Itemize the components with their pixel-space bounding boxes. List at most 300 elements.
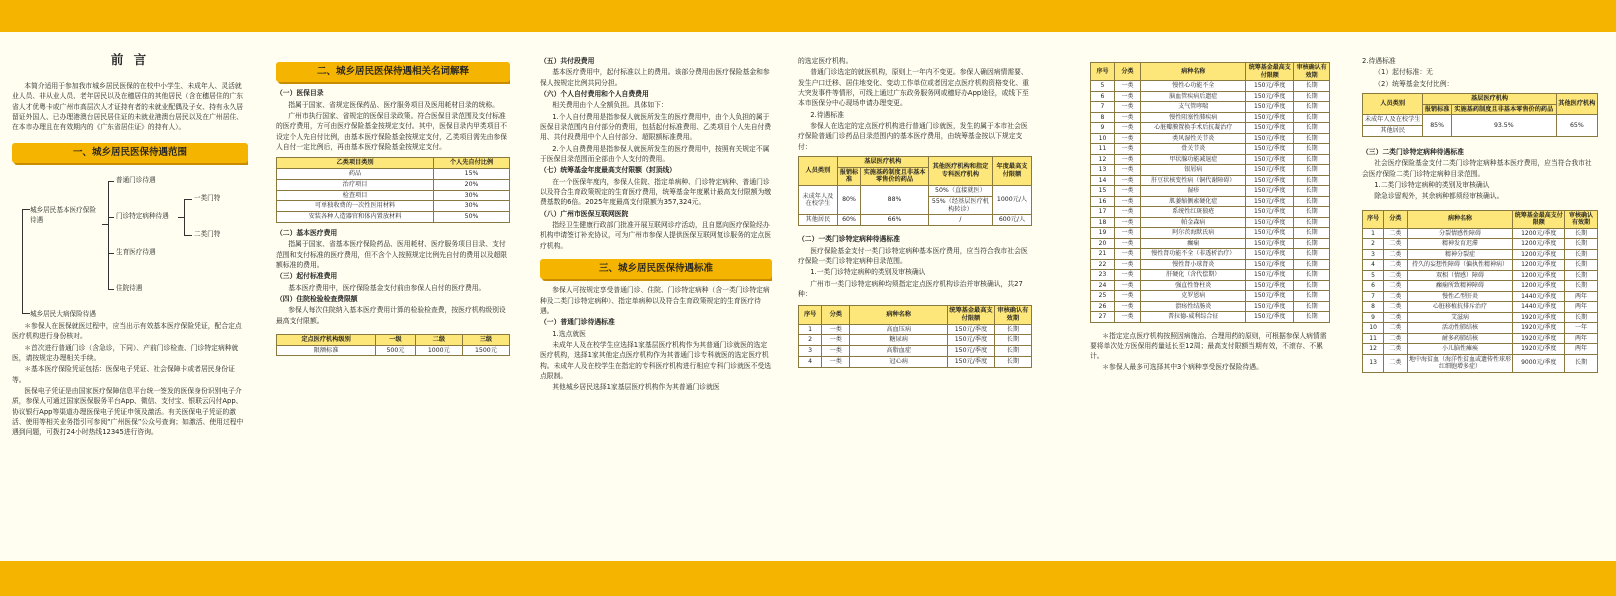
table-cell: 一类 <box>1114 91 1140 102</box>
table-cell: 一类 <box>1114 217 1140 228</box>
class1-desc: 医疗保险基金支付一类门诊特定病种基本医疗费用，应当符合我市社会医疗保险一类门诊特定病种目录范围。 <box>798 246 1028 265</box>
tree-basic: 城乡居民基本医疗保险待遇 <box>30 206 96 225</box>
table-cell: 其他居民 <box>799 215 838 226</box>
term-selfpay-2: 2.个人自费费用是指参保人就医所发生的医疗费用中，按照有关规定不属于医保目录范围而全部由个人支付的费用。 <box>540 144 770 163</box>
table-cell: 一类 <box>1114 259 1140 270</box>
table-cell: 审核确认有效期 <box>994 306 1031 325</box>
table-cell: 慢性肾小球肾炎 <box>1141 259 1246 270</box>
table-cell: 18 <box>1091 217 1115 228</box>
table-cell: 二类 <box>1384 333 1408 344</box>
term-copay-title: （五）共付段费用 <box>540 57 595 65</box>
table-cell: 1200元/季度 <box>1513 270 1565 281</box>
table-cell: 8 <box>1363 302 1384 313</box>
table-cell: 统筹基金最高支付限额 <box>1514 211 1563 227</box>
note-1: ＊参保人在医保就医过程中，应当出示有效基本医疗保险凭证，配合定点医疗机构进行身份核对。 <box>12 322 242 341</box>
table-cell: 实施基药制度且非基本零售价的药品 <box>1451 104 1556 115</box>
tree-inpatient: 住院待遇 <box>116 284 143 293</box>
table-cell: 13 <box>1363 354 1384 372</box>
table-cell: 肌萎缩侧索硬化症 <box>1141 196 1246 207</box>
table-cell: 糖尿病 <box>850 335 948 346</box>
table-cell: 强直性脊柱炎 <box>1141 280 1246 291</box>
table-row <box>1363 249 1598 260</box>
table-row <box>1091 186 1330 197</box>
table-cell: / <box>928 215 992 226</box>
table-cell: 二类 <box>1384 239 1408 250</box>
table-cell: 一类 <box>1114 238 1140 249</box>
outpatient-select-students: 未成年人及在校学生应选择1家基层医疗机构作为其普通门诊就医的选定医疗机构，选择1家其他定点医疗机构作为其普通门诊专科就医的选定医疗机构。未成年人及在校学生在指定的专科医疗机构进行相应专科门诊就医不受选点限制。 <box>540 340 772 380</box>
tree-outpatient: 普通门诊待遇 <box>116 176 156 185</box>
table-cell: 150元/季度 <box>948 324 995 335</box>
table-cell: 二类 <box>1384 291 1408 302</box>
table-row <box>799 324 1032 335</box>
outpatient-standard-title: （一）普通门诊待遇标准 <box>540 318 615 327</box>
table-cell: 长期 <box>1565 260 1598 271</box>
table-cell: 600元/人 <box>993 215 1032 226</box>
class1-note-2: ＊参保人最多可选择其中3个病种享受医疗保险待遇。 <box>1102 363 1263 372</box>
table-cell: 精神发育迟滞 <box>1407 239 1513 250</box>
table-cell: 二类 <box>1384 270 1408 281</box>
class1-review-desc: 广州市一类门诊特定病种均须指定定点医疗机构诊治并审核确认，共27种： <box>798 279 1023 298</box>
table-cell: 二类 <box>1384 323 1408 334</box>
table-cell: 药品 <box>277 169 434 180</box>
class1-review-title: 1.一类门诊特定病种的类别及审核确认 <box>810 268 926 277</box>
table-cell: 长期 <box>1294 207 1330 218</box>
table-cell: 两年 <box>1565 291 1598 302</box>
term-selfpay-title: （六）个人自付费用和个人自费费用 <box>540 89 649 98</box>
term-selfpay-1: 1.个人自付费用是指参保人就医所发生的医疗费用中，由个人负担的属于医保目录范围内自付部分的费用，包括起付标准费用、乙类项目个人先自付费用、共付段费用中个人自付部分、超限额标准费用。 <box>540 112 772 142</box>
table-cell: 长期 <box>1294 301 1330 312</box>
table-row <box>1091 270 1330 281</box>
table-cell: 80% <box>837 186 860 215</box>
table-row <box>1091 154 1330 165</box>
table-cell: 二类 <box>1384 260 1408 271</box>
table-cell: 一类 <box>1114 228 1140 239</box>
outpatient-select-end: 的选定医疗机构。 <box>798 57 853 65</box>
table-cell: 二类 <box>1384 312 1408 323</box>
note-3: ＊基本医疗保险凭证包括：医保电子凭证、社会保障卡或者居民身份证等。 <box>12 365 235 384</box>
table-cell: 基层医疗机构 <box>1423 93 1556 104</box>
table-cell: 乙类项目类别 <box>277 158 434 169</box>
term-basic-cost-def: 指属于国家、省基本医疗保险药品、医用耗材、医疗服务项目目录、支付范围和支付标准的医疗费用，但不含个人按照规定比例先自付的费用以及超限额标准的费用。 <box>276 240 508 269</box>
table-cell: 统筹基金最高支付限额 <box>948 306 995 325</box>
table-cell: 6 <box>1363 281 1384 292</box>
table-row <box>1091 249 1330 260</box>
term-deductible-title: （三）起付标准费用 <box>276 272 338 281</box>
table-row <box>1363 281 1598 292</box>
table-cell: 慢性肾功能不全（非透析治疗） <box>1141 249 1246 260</box>
table-row <box>1091 238 1330 249</box>
table-row <box>1091 102 1330 113</box>
table-cell: 慢性阻塞性肺疾病 <box>1141 112 1246 123</box>
table-cell: 其他医疗机构 <box>1556 93 1597 115</box>
table-cell: 22 <box>1091 259 1115 270</box>
table-cell: 精神分裂症 <box>1407 249 1513 260</box>
table-row <box>1363 270 1598 281</box>
table-cell: 1200元/季度 <box>1513 239 1565 250</box>
column-outpatient <box>798 34 1032 559</box>
table-cell: 60% <box>837 215 860 226</box>
class2-standard-title: （三）二类门诊特定病种待遇标准 <box>1362 147 1464 156</box>
table-cell: 分类 <box>1384 210 1408 228</box>
table-cell: 150元/季度 <box>948 346 995 357</box>
table-row <box>1363 344 1598 355</box>
table-cell: 3 <box>1363 249 1384 260</box>
table-cell: 1440元/季度 <box>1513 291 1565 302</box>
table-cell: 1440元/季度 <box>1513 302 1565 313</box>
table-cell: 一类 <box>1114 123 1140 134</box>
table-cell: 150元/季度 <box>1246 165 1294 176</box>
table-cell: 一类 <box>1114 249 1140 260</box>
outpatient-select-others: 其他城乡居民选择1家基层医疗机构作为其普通门诊就医 <box>552 383 720 392</box>
exam-limit-table <box>276 334 510 357</box>
table-cell: 报销标准 <box>837 167 860 186</box>
table-row <box>1363 323 1598 334</box>
table-cell: 实施基药制度且非基本零售价的药品 <box>861 167 929 186</box>
table-cell: 150元/季度 <box>1246 112 1294 123</box>
table-cell: 甲状腺功能减退症 <box>1141 154 1246 165</box>
tree-maternity: 生育医疗待遇 <box>116 248 156 257</box>
table-cell: 长期 <box>1565 281 1598 292</box>
table-cell: 7 <box>1363 291 1384 302</box>
table-cell: 持久的妄想性障碍（偏执性精神病） <box>1407 260 1513 271</box>
class1-rate-table <box>1362 93 1598 137</box>
table-cell: 二类 <box>1384 302 1408 313</box>
table-row <box>1091 217 1330 228</box>
table-cell: 12 <box>1363 344 1384 355</box>
table-cell: 1 <box>799 324 822 335</box>
term-deductible-def: 基本医疗费用中，医疗保险基金支付前由参保人自付的医疗费用。 <box>288 283 486 292</box>
term-copay-def: 基本医疗费用中，起付标准以上的费用。该部分费用由医疗保险基金和参保人按规定比例共同分担。 <box>540 68 770 87</box>
class1-standard-title: （二）一类门诊特定病种待遇标准 <box>798 235 900 244</box>
table-cell: 长期 <box>1565 239 1598 250</box>
table-cell: 150元/季度 <box>1246 207 1294 218</box>
table-cell: 一类 <box>1114 291 1140 302</box>
table-cell: 3 <box>799 346 822 357</box>
outpatient-standard-sub: 2.待遇标准 <box>810 110 844 119</box>
table-row <box>1091 259 1330 270</box>
table-cell: 长期 <box>1294 91 1330 102</box>
table-cell: 一类 <box>1114 186 1140 197</box>
table-cell: 脑血管疾病后遗症 <box>1141 91 1246 102</box>
table-cell: 二类 <box>1384 354 1408 372</box>
note-2: ＊首次进行普通门诊（含急诊，下同）、产前门诊检查、门诊特定病种就医，请按规定办理相关手续。 <box>12 343 239 363</box>
table-cell: 慢性乙型肝炎 <box>1407 291 1513 302</box>
table-cell: 三级 <box>462 334 509 345</box>
table-cell: 癫痫所致精神障碍 <box>1407 281 1513 292</box>
table-cell: 8 <box>1091 112 1115 123</box>
table-cell: 一年 <box>1565 323 1598 334</box>
table-cell: 150元/季度 <box>1246 133 1294 144</box>
table-cell: 150元/季度 <box>1246 123 1294 134</box>
table-cell: 其他居民 <box>1363 126 1423 137</box>
table-cell: 55%（经基层医疗机构转诊） <box>928 196 992 215</box>
table-cell: 帕金森病 <box>1141 217 1246 228</box>
table-cell: 序号 <box>799 306 822 325</box>
table-row <box>1091 280 1330 291</box>
term-selfpay-intro: 相关费用由个人全额负担。具体如下： <box>552 101 668 110</box>
table-cell: 长期 <box>1294 81 1330 92</box>
table-cell: 病种名称 <box>1407 210 1513 228</box>
table-cell: 1920元/季度 <box>1513 312 1565 323</box>
table-row <box>799 356 1032 367</box>
term-basic-cost-title: （二）基本医疗费用 <box>276 228 338 237</box>
table-cell: 500元 <box>376 345 416 356</box>
table-cell: 150元/季度 <box>1246 154 1294 165</box>
tree-class1: 一类门特 <box>194 194 221 203</box>
table-cell: 一类 <box>1114 102 1140 113</box>
outpatient-rate-table <box>798 156 1032 226</box>
outpatient-standard-desc: 参保人在选定的定点医疗机构进行普通门诊就医，发生的属于本市社会医疗保险普通门诊药品目录范围内的基本医疗费用，由统筹基金按以下规定支付： <box>798 121 1028 151</box>
table-cell: 150元/季度 <box>1246 280 1294 291</box>
table-row <box>1091 123 1330 134</box>
table-cell: 冠心病 <box>850 356 948 367</box>
table-cell: 15 <box>1091 186 1115 197</box>
table-cell: 150元/季度 <box>1246 228 1294 239</box>
table-cell: 长期 <box>1294 291 1330 302</box>
class1-deductible: （1）起付标准：无 <box>1374 68 1433 77</box>
table-cell: 长期 <box>1565 228 1598 239</box>
column-terms-cont <box>540 34 772 559</box>
table-cell: 报销标准 <box>1423 104 1452 115</box>
table-cell: 6 <box>1091 91 1115 102</box>
table-row <box>1091 207 1330 218</box>
column-terms <box>276 34 510 559</box>
table-row <box>1363 260 1598 271</box>
standard-intro: 参保人可按规定享受普通门诊、住院、门诊特定病种（含一类门诊特定病种及二类门诊特定病种）、指定单病种以及符合生育政策规定的生育医疗待遇。 <box>540 286 770 315</box>
table-cell: 统筹基金最高支付限额 <box>1246 63 1294 81</box>
intro-text: 本简介适用于参加我市城乡居民医保的在校中小学生、未成年人、灵活就业人员、非从业人员、老年居民以及在穗居住的其他居民（含在穗居住的广东省人才优粤卡或广州市高层次人才证持有者的未就业配偶及子女、持有永久居留证外国人、已办理港澳台居民居住证的未就业港澳台居民以及在广州居住、在本市办理且在有效期内的《广东省居住证》的持有人）。 <box>12 82 244 132</box>
term-catalog-desc: 广州市执行国家、省规定的医保目录政策。符合医保目录范围及支付标准的医疗费用，方可由医疗保险基金按规定支付。其中，医保目录内甲类项目不设定个人先自付比例，由基本医疗保险基金按规定支付，乙类项目需先由参保人自付一定比例后，再由基本医疗保险基金按规定支付。 <box>276 112 508 152</box>
table-cell: 23 <box>1091 270 1115 281</box>
table-cell: 克罗恩病 <box>1141 291 1246 302</box>
table-cell: 肝豆状核变性病（铜代谢障碍） <box>1141 175 1246 186</box>
table-cell: 溃疡性结肠炎 <box>1141 301 1246 312</box>
table-cell: 长期 <box>1565 270 1598 281</box>
table-row <box>1363 312 1598 323</box>
table-row <box>799 346 1032 357</box>
table-cell: 150元/季度 <box>1246 81 1294 92</box>
table-cell: 15% <box>434 169 510 180</box>
table-cell: 审核确认有效期 <box>1565 210 1598 228</box>
table-cell: 双相（情感）障碍 <box>1407 270 1513 281</box>
term-catalog-def: 指属于国家、省规定医保药品、医疗服务项目及医用耗材目录的统称。 <box>288 100 499 109</box>
table-cell: 长期 <box>1294 112 1330 123</box>
term-exam-limit-title: （四）住院检验检查费限额 <box>276 294 358 303</box>
table-cell: 二类 <box>1384 281 1408 292</box>
table-cell: 一类 <box>1114 270 1140 281</box>
table-cell: 150元/季度 <box>1246 259 1294 270</box>
table-cell: 一类 <box>822 335 850 346</box>
table-cell: 未成年人及在校学生 <box>799 186 838 215</box>
table-cell: 长期 <box>1294 186 1330 197</box>
table-cell: 长期 <box>1294 196 1330 207</box>
table-cell: 一类 <box>1114 301 1140 312</box>
table-cell: 一类 <box>1114 112 1140 123</box>
table-cell: 12 <box>1091 154 1115 165</box>
table-cell: 1920元/季度 <box>1513 333 1565 344</box>
table-cell: 一级 <box>376 334 416 345</box>
class1-table-part2 <box>1090 62 1330 323</box>
class1-standard-sub: 2.待遇标准 <box>1362 57 1396 65</box>
table-cell: 病种名称 <box>850 306 948 325</box>
table-cell: 病种名称 <box>1141 63 1246 81</box>
table-cell: 普拉德-威利综合征 <box>1141 312 1246 323</box>
table-cell: 未成年人及在校学生 <box>1363 115 1423 126</box>
table-cell: 高血压病 <box>850 324 948 335</box>
table-cell: 4 <box>1363 260 1384 271</box>
class1-note-1: ＊指定定点医疗机构按照因病施治、合理用药的原则，可根据参保人病情需要将单次处方医保用药量延长至12周；最高支付限额当期有效，不滚存、不累计。 <box>1090 331 1327 361</box>
table-row <box>1091 175 1330 186</box>
table-cell: 一类 <box>1114 165 1140 176</box>
table-cell: 安装各种人造器官和体内置放材料 <box>277 212 434 223</box>
table-row <box>1091 291 1330 302</box>
table-cell: 150元/季度 <box>948 356 995 367</box>
table-cell: 长期 <box>1565 249 1598 260</box>
table-cell: 长期 <box>1294 102 1330 113</box>
table-cell: 14 <box>1091 175 1115 186</box>
table-row <box>1091 228 1330 239</box>
table-cell: 两年 <box>1565 302 1598 313</box>
table-cell: 人员类别 <box>799 156 838 185</box>
table-cell: 肝硬化（含代偿期） <box>1141 270 1246 281</box>
table-cell: 一类 <box>1114 81 1140 92</box>
table-cell: 150元/季度 <box>1246 144 1294 155</box>
table-cell: 一类 <box>1114 280 1140 291</box>
section-2-heading: 二、城乡居民医保待遇相关名词解释 <box>276 62 510 82</box>
table-cell: 17 <box>1091 207 1115 218</box>
table-cell: 长期 <box>1294 259 1330 270</box>
table-cell: 一类 <box>1114 207 1140 218</box>
table-cell: 66% <box>861 215 929 226</box>
term-internet-hospital-title: （八）广州市医保互联网医院 <box>540 209 629 218</box>
table-cell: 11 <box>1363 333 1384 344</box>
table-cell: 150元/季度 <box>948 335 995 346</box>
table-cell: 高脂血症 <box>850 346 948 357</box>
table-cell: 24 <box>1091 280 1115 291</box>
table-cell: 长期 <box>994 324 1031 335</box>
table-cell: 耐多药肺结核 <box>1407 333 1513 344</box>
table-cell: 长期 <box>1294 133 1330 144</box>
table-cell: 21 <box>1091 249 1115 260</box>
table-cell: 长期 <box>994 356 1031 367</box>
table-cell: 150元/季度 <box>1246 238 1294 249</box>
table-cell: 阿尔茨海默氏病 <box>1141 228 1246 239</box>
table-cell: 2 <box>1363 239 1384 250</box>
table-cell: 9 <box>1091 123 1115 134</box>
table-cell: 基层医疗机构 <box>837 156 928 167</box>
table-cell: 一类 <box>1114 175 1140 186</box>
table-cell: 长期 <box>1294 165 1330 176</box>
table-cell: 9 <box>1363 312 1384 323</box>
table-cell: 93.5% <box>1451 115 1556 137</box>
section-1-heading: 一、城乡居民医保待遇范围 <box>12 143 248 163</box>
class2-table <box>1362 210 1598 373</box>
table-row <box>1091 196 1330 207</box>
table-cell: 长期 <box>994 335 1031 346</box>
table-row <box>1091 91 1330 102</box>
term-catalog-title: （一）医保目录 <box>276 89 324 98</box>
table-cell: 系统性红斑狼疮 <box>1141 207 1246 218</box>
term-exam-limit-def: 参保人每次住院纳入基本医疗费用计算的检验检查费，按医疗机构级别设最高支付限额。 <box>276 306 506 325</box>
table-cell: 分裂情感性障碍 <box>1407 228 1513 239</box>
table-cell: 13 <box>1091 165 1115 176</box>
table-cell: 人员类别 <box>1363 93 1423 115</box>
table-cell: 慢性心功能不全 <box>1141 81 1246 92</box>
table-cell: 两年 <box>1565 333 1598 344</box>
table-cell: 150元/季度 <box>1246 291 1294 302</box>
table-cell: 1200元/季度 <box>1513 281 1565 292</box>
table-row <box>1363 291 1598 302</box>
table-cell: 150元/季度 <box>1246 301 1294 312</box>
column-class1-list <box>1090 34 1330 559</box>
class2-desc: 社会医疗保险基金支付二类门诊特定病种基本医疗费用，应当符合我市社会医疗保险二类门诊特定病种目录范围。 <box>1362 159 1592 178</box>
table-cell: 限额标准 <box>277 345 376 356</box>
table-cell: 长期 <box>1565 312 1598 323</box>
table-cell: 二类 <box>1384 344 1408 355</box>
table-cell: 骨关节炎 <box>1141 144 1246 155</box>
table-cell: 序号 <box>1091 63 1115 81</box>
table-cell: 小儿脑性瘫痪 <box>1407 344 1513 355</box>
table-row <box>1091 144 1330 155</box>
class-b-table <box>276 157 510 223</box>
top-band <box>0 0 1616 32</box>
table-cell: 2 <box>799 335 822 346</box>
table-cell: 5 <box>1091 81 1115 92</box>
table-cell: 地中海贫血（海洋性贫血或遗传性球形红细胞增多症） <box>1409 355 1512 371</box>
table-cell: 10 <box>1091 133 1115 144</box>
table-cell: 20 <box>1091 238 1115 249</box>
table-cell: 类风湿性关节炎 <box>1141 133 1246 144</box>
table-cell: 1920元/季度 <box>1513 344 1565 355</box>
tree-critical-illness: 城乡居民大病保险待遇 <box>30 310 96 319</box>
table-row <box>1091 165 1330 176</box>
class2-review-desc: 除急诊留观外，其余病种都须经审核确认。 <box>1374 192 1504 201</box>
table-cell: 二类 <box>1384 228 1408 239</box>
tree-special-disease: 门诊特定病种待遇 <box>116 212 169 221</box>
table-cell: 19 <box>1091 228 1115 239</box>
table-cell: 一类 <box>822 324 850 335</box>
table-cell: 25 <box>1091 291 1115 302</box>
table-cell: 150元/季度 <box>1246 217 1294 228</box>
table-cell: 长期 <box>1294 270 1330 281</box>
note-4: 医保电子凭证是由国家医疗保障信息平台统一签发的医保身份识别电子介质，参保人可通过国家医保服务平台App、微信、支付宝、银联云闪付App、协议银行App等渠道办理医保电子凭证申领及激活。有关医保电子凭证的激活、使用等相关业务指引可参阅“广州医保”公众号查询；如激活、使用过程中遇到问题，可拨打24小时热线12345进行咨询。 <box>12 387 244 437</box>
table-cell: 分类 <box>822 306 850 325</box>
benefit-tree <box>12 169 248 319</box>
table-row <box>1363 333 1598 344</box>
table-cell: 65% <box>1556 115 1597 137</box>
table-cell: 50%（直接就医） <box>928 186 992 197</box>
table-cell: 16 <box>1091 196 1115 207</box>
table-cell: 一类 <box>1114 144 1140 155</box>
table-cell: 一类 <box>1114 312 1140 323</box>
table-cell: 一类 <box>1114 196 1140 207</box>
table-row <box>1363 354 1598 372</box>
table-cell: 长期 <box>1294 217 1330 228</box>
table-cell: 一类 <box>1114 154 1140 165</box>
table-cell: 长期 <box>1565 354 1598 372</box>
table-cell: 27 <box>1091 312 1115 323</box>
table-cell: 10 <box>1363 323 1384 334</box>
table-cell: 30% <box>434 190 510 201</box>
table-cell: 1500元 <box>462 345 509 356</box>
table-row <box>1091 112 1330 123</box>
outpatient-select-title: 1.选点就医 <box>552 329 586 338</box>
table-cell: 长期 <box>1294 154 1330 165</box>
class1-rate-title: （2）统筹基金支付比例： <box>1374 79 1454 88</box>
table-cell: 心脏瓣膜置换手术后抗凝治疗 <box>1141 123 1246 134</box>
table-cell: 两年 <box>1565 344 1598 355</box>
section-3-heading: 三、城乡居民医保待遇标准 <box>540 259 772 279</box>
